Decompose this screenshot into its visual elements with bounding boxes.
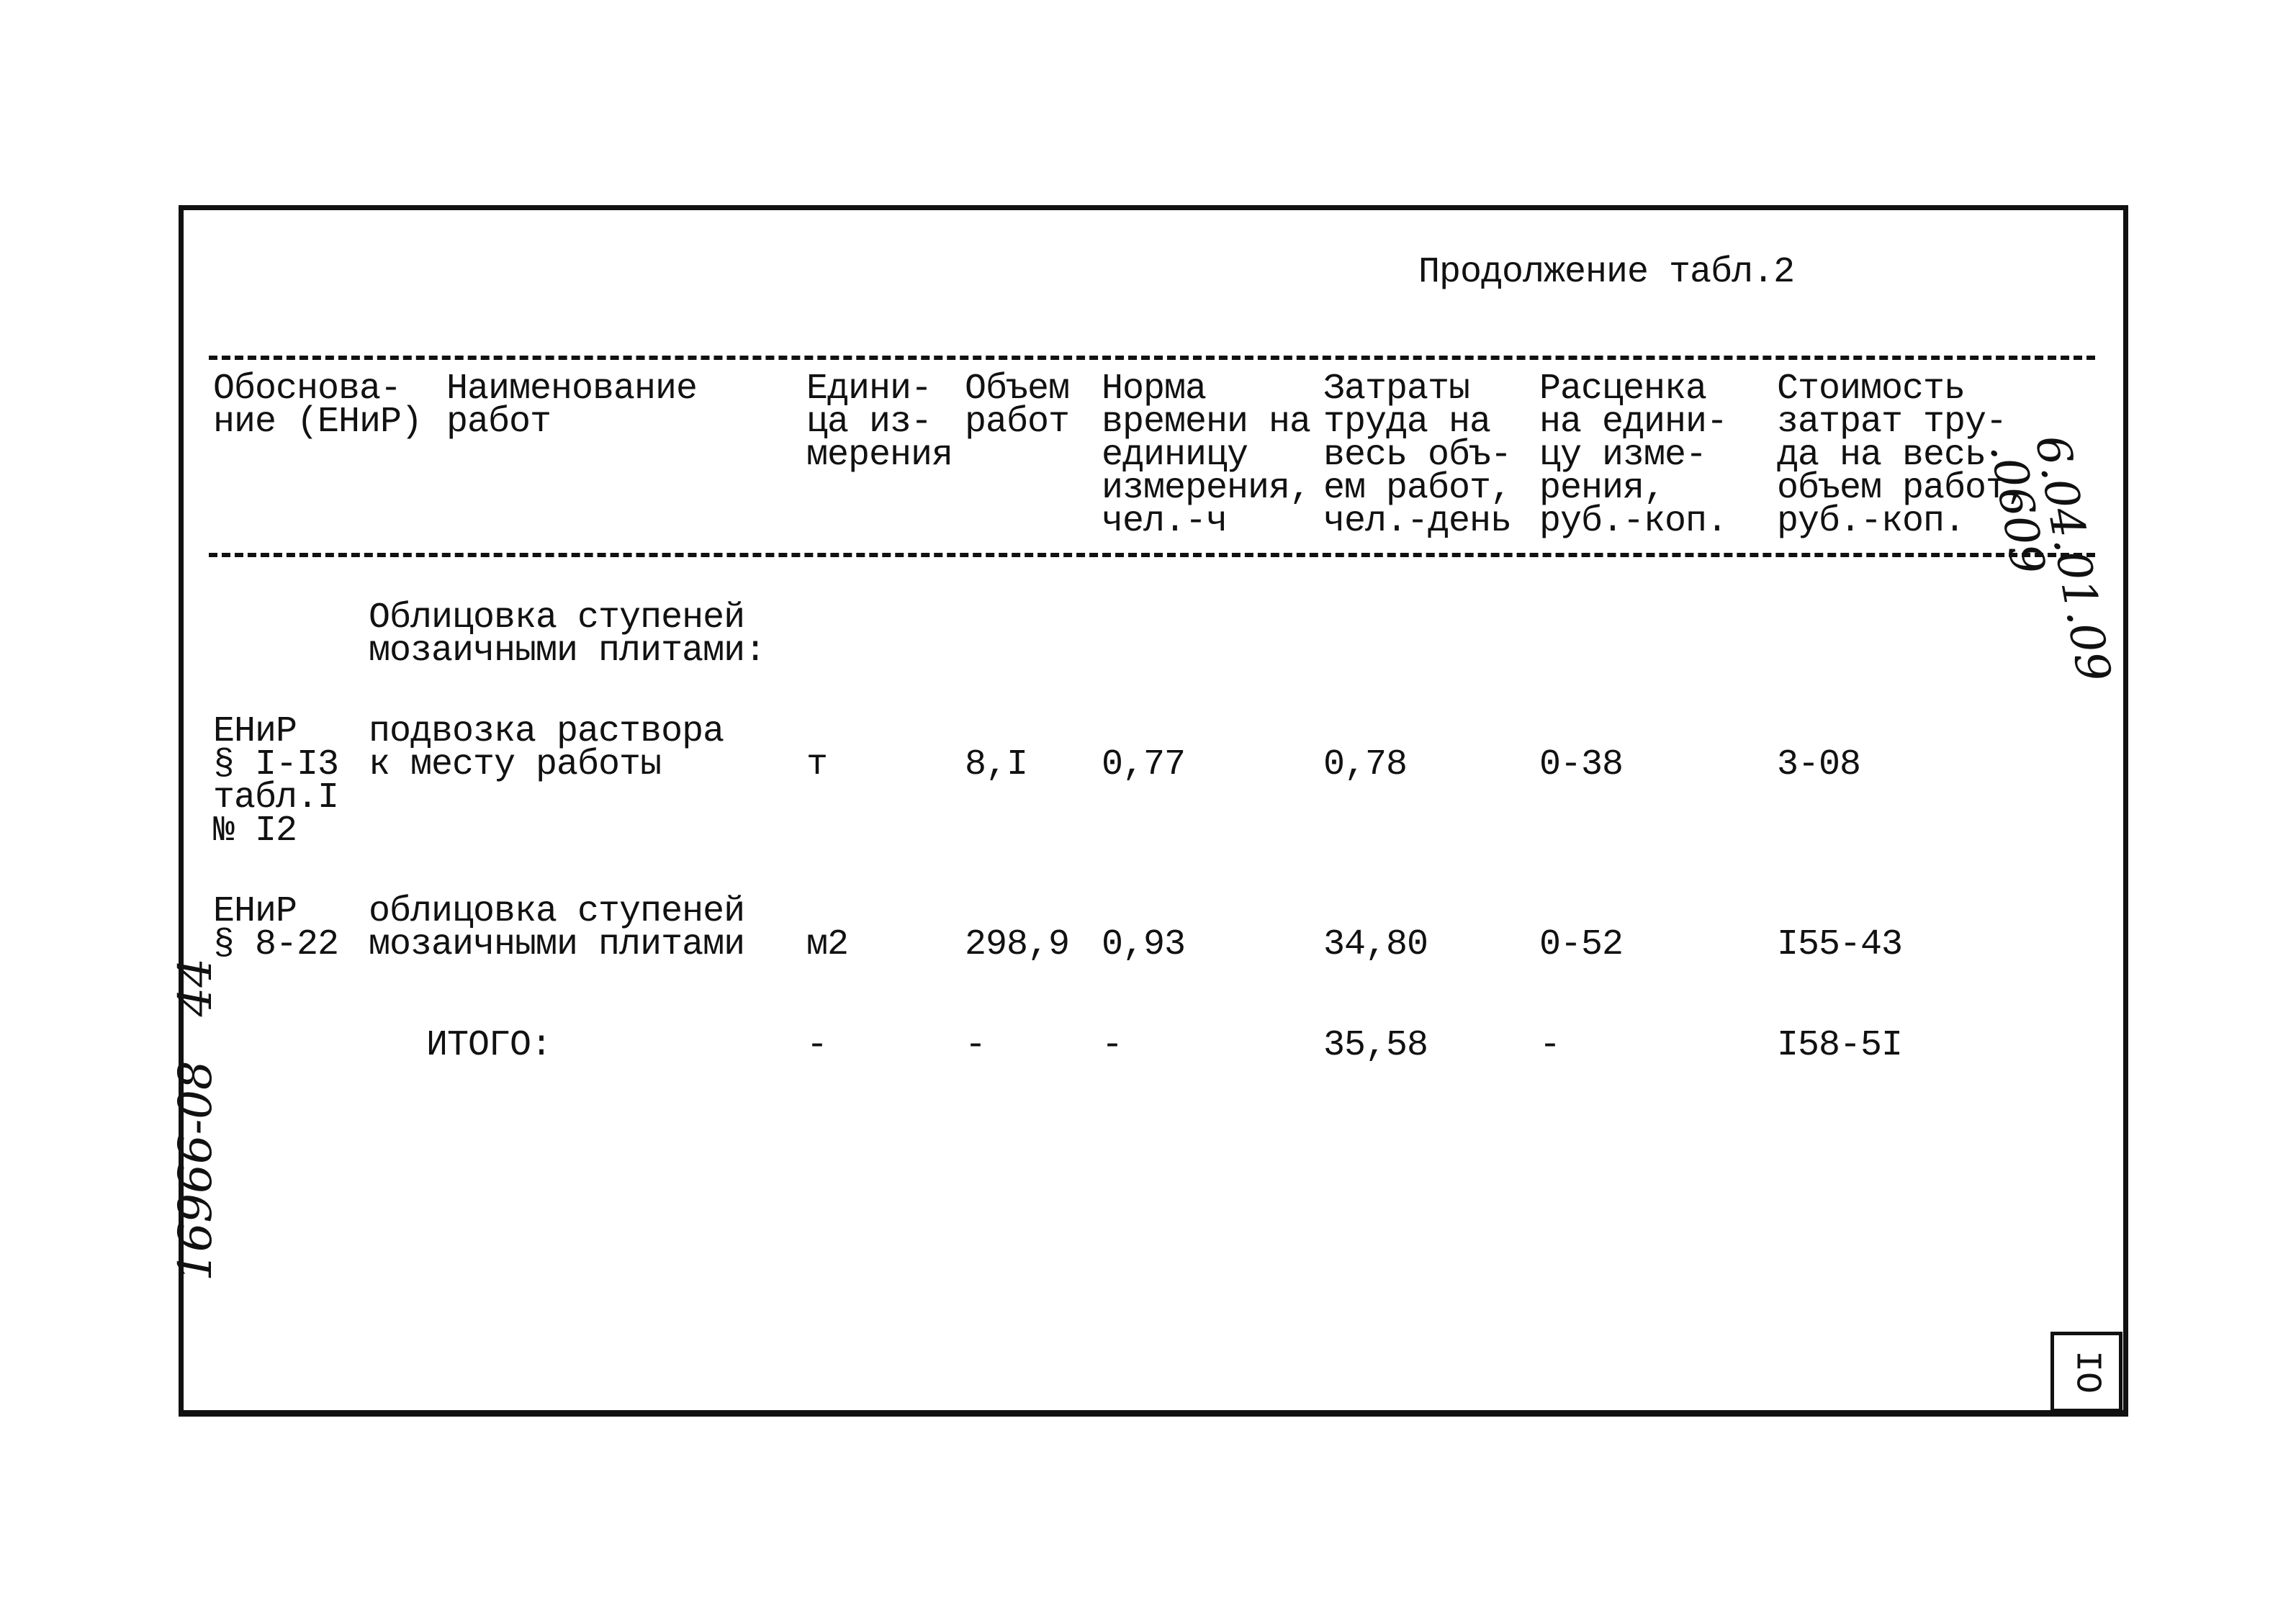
header-top-rule — [209, 356, 2095, 360]
header-basis: Обоснова- ние (ЕНиР) — [213, 369, 423, 443]
header-volume: Объем работ — [965, 369, 1070, 443]
row-1-cost: 3-08 — [1777, 744, 1861, 785]
page-number: IO — [2066, 1350, 2107, 1394]
total-labor: 35,58 — [1323, 1025, 1428, 1066]
row-2-norm: 0,93 — [1102, 924, 1186, 965]
row-2-basis: ЕНиР § 8-22 — [213, 891, 339, 965]
row-1-labor: 0,78 — [1323, 744, 1408, 785]
row-2-rate: 0-52 — [1539, 924, 1624, 965]
row-2-volume: 298,9 — [965, 924, 1070, 965]
row-2-cost: I55-43 — [1777, 924, 1903, 965]
header-cost: Стоимость затрат тру- да на весь объем работ, руб.-коп. — [1777, 369, 2028, 542]
row-2-unit: м2 — [806, 924, 849, 965]
header-unit: Едини- ца из- мерения — [806, 369, 953, 476]
handwritten-code-right: 6.04.01.09 .0609 — [1979, 431, 2121, 686]
row-1-rate: 0-38 — [1539, 744, 1624, 785]
page-number-box — [2050, 1332, 2122, 1412]
row-1-name: подвозка раствора к месту работы — [369, 711, 724, 785]
row-2-name: облицовка ступеней мозаичными плитами — [369, 891, 745, 965]
row-1-basis: ЕНиР § I-I3 табл.I № I2 — [213, 711, 339, 852]
header-labor: Затраты труда на весь объ- ем работ, чел.-день — [1323, 369, 1512, 542]
header-rate: Расценка на едини- цу изме- рения, руб.-коп. — [1539, 369, 1728, 542]
total-label: ИТОГО: — [426, 1025, 552, 1066]
total-cost: I58-5I — [1777, 1025, 1903, 1066]
section-title: Облицовка ступеней мозаичными плитами: — [369, 597, 766, 672]
header-norm: Норма времени на единицу измерения, чел.-ч — [1102, 369, 1311, 542]
header-bottom-rule — [209, 553, 2095, 557]
row-1-unit: т — [806, 744, 828, 785]
total-norm: - — [1102, 1025, 1123, 1066]
row-2-labor: 34,80 — [1323, 924, 1428, 965]
row-1-volume: 8,I — [965, 744, 1028, 785]
header-name: Наименование работ — [446, 369, 698, 443]
handwritten-code-left: 16966-08 44 — [169, 957, 222, 1281]
table-caption: Продолжение табл.2 — [1418, 252, 1795, 293]
total-volume: - — [965, 1025, 986, 1066]
total-rate: - — [1539, 1025, 1561, 1066]
total-unit: - — [806, 1025, 828, 1066]
row-1-norm: 0,77 — [1102, 744, 1186, 785]
